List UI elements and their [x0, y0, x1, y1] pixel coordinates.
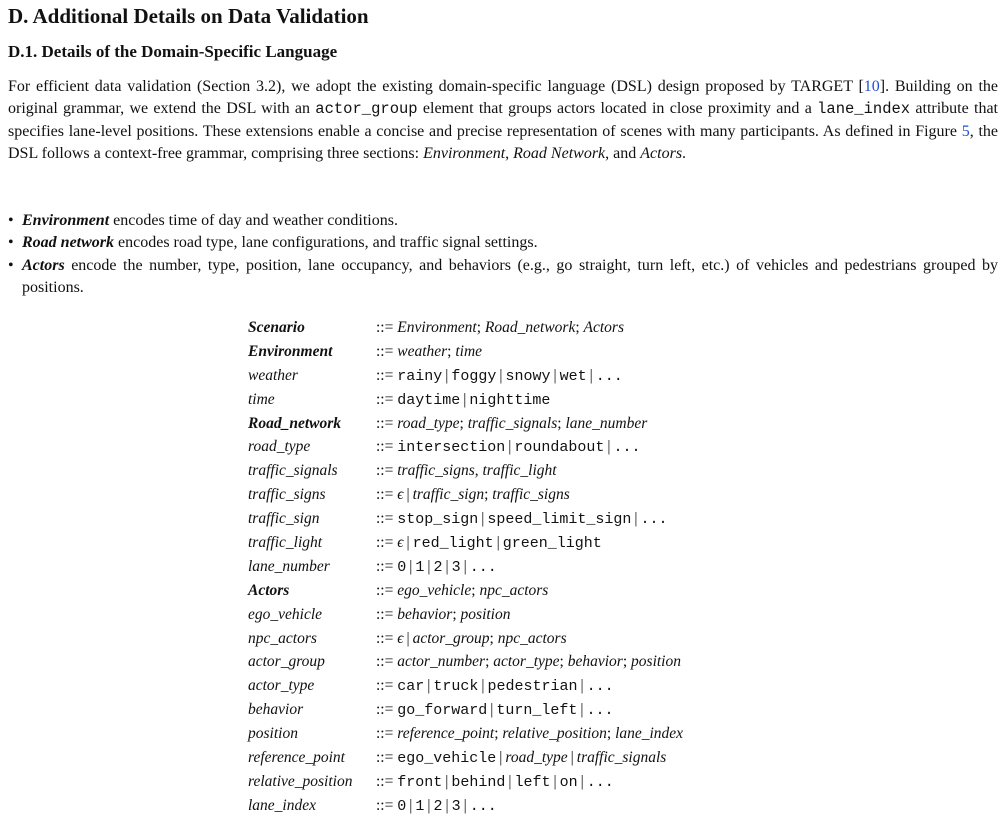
bullet-term: Road network — [22, 234, 115, 252]
bullet-marker: • — [8, 212, 14, 229]
bullet-term: Actors — [22, 256, 65, 274]
bullet-item — [8, 232, 998, 254]
grammar-nonterminal: actor_group — [248, 653, 325, 671]
grammar-terminal: intersection — [397, 439, 506, 457]
grammar-rule — [248, 627, 683, 651]
grammar-symbol: traffic_signs — [397, 462, 475, 480]
grammar-separator: | — [406, 629, 410, 647]
grammar-rule — [248, 531, 683, 555]
grammar-symbol: behavior — [567, 653, 623, 671]
grammar-terminal: foggy — [451, 367, 497, 385]
grammar-nonterminal: Environment — [248, 342, 333, 360]
grammar-punct: ; — [622, 653, 632, 671]
grammar-definition — [373, 579, 548, 603]
grammar-operator: ::= — [376, 701, 398, 719]
grammar-definition — [373, 746, 666, 770]
grammar-symbol: traffic_sign — [412, 486, 485, 504]
grammar-separator: | — [634, 510, 638, 528]
grammar-terminal: ... — [469, 797, 497, 815]
grammar-punct: ; — [484, 486, 493, 504]
grammar-separator: | — [496, 534, 500, 552]
para-text: , and — [605, 144, 641, 162]
grammar-rule — [248, 794, 683, 818]
grammar-symbol: weather — [397, 342, 448, 360]
grammar-punct: ; — [494, 725, 503, 743]
bullet-text: encodes road type, lane configurations, and traffic signal settings. — [114, 234, 538, 252]
grammar-rule — [248, 770, 683, 794]
grammar-terminal: 2 — [433, 797, 443, 815]
grammar-terminal: 0 — [397, 797, 407, 815]
grammar-terminal: front — [397, 773, 443, 791]
para-text: . — [682, 144, 687, 162]
grammar-rule — [248, 388, 683, 412]
grammar-operator: ::= — [376, 796, 398, 814]
grammar-symbol: time — [455, 342, 483, 360]
grammar-separator: | — [427, 557, 431, 575]
grammar-separator: | — [508, 438, 512, 456]
code-actor-group: actor_group — [315, 100, 418, 119]
grammar-definition — [373, 698, 614, 722]
grammar-definition — [373, 483, 570, 507]
grammar-punct: ; — [485, 653, 494, 671]
grammar-terminal: 3 — [451, 558, 461, 576]
grammar-symbol: lane_number — [565, 414, 648, 432]
grammar-definition — [373, 340, 482, 364]
grammar-punct: ; — [575, 319, 584, 336]
grammar-definition — [373, 316, 624, 340]
grammar-terminal: stop_sign — [397, 511, 479, 529]
grammar-nonterminal: lane_index — [248, 796, 317, 814]
grammar-definition — [373, 459, 557, 483]
grammar-operator: ::= — [376, 510, 398, 528]
grammar-operator: ::= — [376, 534, 398, 552]
grammar-separator: | — [409, 557, 413, 575]
code-lane-index: lane_index — [817, 100, 911, 119]
grammar-rule — [248, 412, 683, 436]
grammar-separator: | — [490, 701, 494, 719]
para-text: ]. Building on the original grammar, we extend the DSL with an — [8, 78, 998, 118]
grammar-nonterminal: weather — [248, 366, 298, 384]
grammar-terminal: 3 — [451, 797, 461, 815]
grammar-rule — [248, 459, 683, 483]
grammar-symbol: position — [631, 653, 681, 671]
bullet-marker: • — [8, 256, 14, 274]
subsection-title: D.1. Details of the Domain-Specific Language — [8, 42, 338, 61]
grammar-symbol: ϵ — [397, 534, 404, 552]
grammar-terminal: red_light — [412, 535, 494, 553]
grammar-rule — [248, 507, 683, 531]
grammar-definition — [373, 555, 497, 579]
grammar-symbol: ϵ — [397, 629, 404, 647]
grammar-symbol: reference_point — [397, 725, 495, 743]
grammar-separator: | — [580, 772, 584, 790]
grammar-operator: ::= — [376, 390, 398, 408]
grammar-rule — [248, 722, 683, 746]
grammar-separator: | — [445, 796, 449, 814]
grammar-nonterminal: traffic_light — [248, 534, 323, 552]
grammar-definition — [373, 674, 614, 698]
grammar-symbol: road_type — [505, 749, 568, 767]
bullet-list — [8, 210, 998, 299]
grammar-symbol: traffic_signals — [576, 749, 667, 767]
grammar-rule — [248, 483, 683, 507]
grammar-nonterminal: reference_point — [248, 749, 345, 767]
grammar-definition — [373, 722, 683, 746]
grammar-terminal: truck — [433, 678, 479, 696]
grammar-terminal: turn_left — [496, 702, 578, 720]
grammar-definition — [373, 650, 681, 674]
grammar-separator: | — [580, 677, 584, 695]
citation-link[interactable]: 10 — [863, 78, 880, 95]
grammar-operator: ::= — [376, 486, 398, 504]
grammar-rule — [248, 364, 683, 388]
grammar-separator: | — [553, 366, 557, 384]
grammar-symbol: actor_number — [397, 653, 486, 671]
grammar-operator: ::= — [376, 725, 398, 743]
grammar-definition — [373, 435, 641, 459]
grammar-separator: | — [427, 677, 431, 695]
grammar-symbol: Actors — [583, 319, 624, 336]
grammar-punct: ; — [447, 342, 456, 360]
grammar-definition — [373, 388, 550, 412]
grammar-operator: ::= — [376, 581, 398, 599]
grammar-symbol: Road_network — [484, 319, 576, 336]
grammar-rule — [248, 579, 683, 603]
grammar-separator: | — [570, 749, 574, 767]
grammar-rule — [248, 698, 683, 722]
grammar-separator: | — [445, 366, 449, 384]
grammar-terminal: go_forward — [397, 702, 488, 720]
grammar-nonterminal: lane_number — [248, 557, 330, 575]
grammar-symbol: behavior — [397, 605, 453, 623]
grammar-terminal: daytime — [397, 391, 461, 409]
grammar-operator: ::= — [376, 366, 398, 384]
grammar-terminal: ... — [469, 558, 497, 576]
grammar-operator: ::= — [376, 772, 398, 790]
grammar-separator: | — [481, 677, 485, 695]
grammar-rule — [248, 650, 683, 674]
grammar-symbol: Environment — [397, 319, 477, 336]
grammar-symbol: traffic_light — [482, 462, 557, 480]
grammar-operator: ::= — [376, 749, 398, 767]
bullet-text: encodes time of day and weather conditions. — [109, 212, 398, 229]
grammar-nonterminal: road_type — [248, 438, 311, 456]
grammar-terminal: 0 — [397, 558, 407, 576]
grammar-rule — [248, 674, 683, 698]
grammar-rule — [248, 746, 683, 770]
grammar-operator: ::= — [376, 414, 398, 432]
grammar-symbol: relative_position — [502, 725, 607, 743]
grammar-terminal: pedestrian — [487, 678, 578, 696]
para-text: element that groups actors located in close proximity and a — [417, 100, 818, 118]
grammar-operator: ::= — [376, 319, 398, 336]
grammar-terminal: ego_vehicle — [397, 750, 497, 768]
grammar-punct: ; — [471, 581, 480, 599]
grammar-terminal: behind — [451, 773, 506, 791]
grammar-separator: | — [445, 772, 449, 790]
para-text: , the DSL follows a context-free grammar, comprising three sections: — [8, 122, 999, 162]
grammar-symbol: ϵ — [397, 486, 404, 504]
grammar-separator: | — [406, 534, 410, 552]
bullet-item — [8, 210, 998, 232]
grammar-symbol: actor_group — [412, 629, 490, 647]
grammar-nonterminal: npc_actors — [248, 629, 317, 647]
grammar-terminal: ... — [640, 511, 668, 529]
para-text: For efficient data validation (Section 3.2), we adopt the existing domain-specific language (DSL) design proposed by TARGET [ — [8, 78, 864, 95]
grammar-terminal: speed_limit_sign — [487, 511, 632, 529]
grammar-definition — [373, 603, 510, 627]
grammar-separator: | — [499, 366, 503, 384]
section-name: Actors — [640, 144, 683, 162]
grammar-nonterminal: Actors — [248, 581, 290, 599]
section-name: Road Network — [513, 144, 606, 162]
grammar-rule — [248, 435, 683, 459]
grammar-terminal: ... — [595, 367, 623, 385]
grammar-rule — [248, 340, 683, 364]
grammar-punct: ; — [606, 725, 616, 743]
grammar-punct: ; — [559, 653, 568, 671]
grammar-symbol: lane_index — [615, 725, 684, 743]
grammar-terminal: wet — [559, 367, 587, 385]
grammar-terminal: green_light — [502, 535, 602, 553]
grammar-nonterminal: ego_vehicle — [248, 605, 323, 623]
grammar-terminal: ... — [586, 773, 614, 791]
grammar-nonterminal: time — [248, 390, 275, 408]
grammar-terminal: ... — [586, 702, 614, 720]
bullet-text: encode the number, type, position, lane occupancy, and behaviors (e.g., go straight, turn left, etc.) of vehicles and pedestrians grouped by positions. — [22, 256, 998, 296]
grammar-operator: ::= — [376, 462, 398, 480]
grammar-definition — [373, 507, 668, 531]
grammar-separator: | — [406, 486, 410, 504]
grammar-definition — [373, 770, 614, 794]
grammar-definition — [373, 364, 623, 388]
grammar-separator: | — [427, 796, 431, 814]
grammar-definition — [373, 627, 567, 651]
grammar-symbol: position — [460, 605, 511, 623]
grammar-operator: ::= — [376, 629, 398, 647]
grammar-nonterminal: Road_network — [248, 414, 342, 432]
grammar-terminal: car — [397, 678, 425, 696]
grammar-symbol: traffic_signs — [492, 486, 570, 504]
grammar-rule — [248, 316, 683, 340]
grammar-punct: ; — [459, 414, 468, 432]
grammar-nonterminal: position — [248, 725, 298, 743]
grammar-separator: | — [463, 390, 467, 408]
grammar-separator: | — [463, 557, 467, 575]
grammar-separator: | — [580, 701, 584, 719]
grammar-operator: ::= — [376, 605, 398, 623]
grammar-terminal: ... — [613, 439, 641, 457]
grammar-separator: | — [409, 796, 413, 814]
grammar-punct: , — [474, 462, 483, 480]
bullet-marker: • — [8, 234, 14, 252]
grammar-separator: | — [445, 557, 449, 575]
grammar-nonterminal: Scenario — [248, 319, 305, 336]
grammar-separator: | — [481, 510, 485, 528]
grammar-symbol: npc_actors — [479, 581, 549, 599]
grammar-nonterminal: relative_position — [248, 772, 353, 790]
dsl-grammar-figure — [248, 316, 683, 818]
grammar-definition — [373, 794, 497, 818]
grammar-operator: ::= — [376, 438, 398, 456]
grammar-symbol: actor_type — [493, 653, 560, 671]
grammar-punct: ; — [476, 319, 485, 336]
grammar-operator: ::= — [376, 557, 398, 575]
para-text: attribute that specifies lane-level positions. These extensions enable a concise and precise representation of scenes with many participants. As defined in Figure — [8, 100, 999, 140]
grammar-rule — [248, 603, 683, 627]
grammar-punct: ; — [452, 605, 461, 623]
grammar-symbol: ego_vehicle — [397, 581, 472, 599]
grammar-terminal: 1 — [415, 797, 425, 815]
grammar-separator: | — [499, 749, 503, 767]
section-name: Environment — [423, 144, 506, 162]
grammar-terminal: roundabout — [514, 439, 605, 457]
bullet-term: Environment — [22, 212, 110, 229]
grammar-nonterminal: behavior — [248, 701, 304, 719]
grammar-symbol: road_type — [397, 414, 460, 432]
grammar-operator: ::= — [376, 653, 398, 671]
grammar-terminal: 2 — [433, 558, 443, 576]
figure-link[interactable]: 5 — [961, 122, 970, 140]
para-text: , — [505, 144, 514, 162]
grammar-nonterminal: traffic_signs — [248, 486, 326, 504]
grammar-separator: | — [589, 366, 593, 384]
grammar-operator: ::= — [376, 677, 398, 695]
grammar-rule — [248, 555, 683, 579]
grammar-terminal: nighttime — [469, 391, 551, 409]
section-title: D. Additional Details on Data Validation — [8, 4, 369, 28]
grammar-punct: ; — [557, 414, 566, 432]
body-paragraph — [8, 76, 998, 165]
grammar-nonterminal: traffic_sign — [248, 510, 320, 528]
grammar-terminal: on — [559, 773, 578, 791]
grammar-definition — [373, 412, 647, 436]
grammar-nonterminal: actor_type — [248, 677, 315, 695]
grammar-nonterminal: traffic_signals — [248, 462, 338, 480]
bullet-item — [8, 255, 998, 300]
grammar-punct: ; — [489, 629, 498, 647]
grammar-separator: | — [607, 438, 611, 456]
grammar-definition — [373, 531, 602, 555]
grammar-terminal: snowy — [505, 367, 551, 385]
grammar-terminal: ... — [586, 678, 614, 696]
grammar-terminal: rainy — [397, 367, 443, 385]
grammar-terminal: 1 — [415, 558, 425, 576]
grammar-separator: | — [508, 772, 512, 790]
grammar-symbol: traffic_signals — [467, 414, 558, 432]
grammar-separator: | — [463, 796, 467, 814]
grammar-symbol: npc_actors — [497, 629, 567, 647]
grammar-operator: ::= — [376, 342, 398, 360]
grammar-separator: | — [553, 772, 557, 790]
grammar-terminal: left — [514, 773, 551, 791]
